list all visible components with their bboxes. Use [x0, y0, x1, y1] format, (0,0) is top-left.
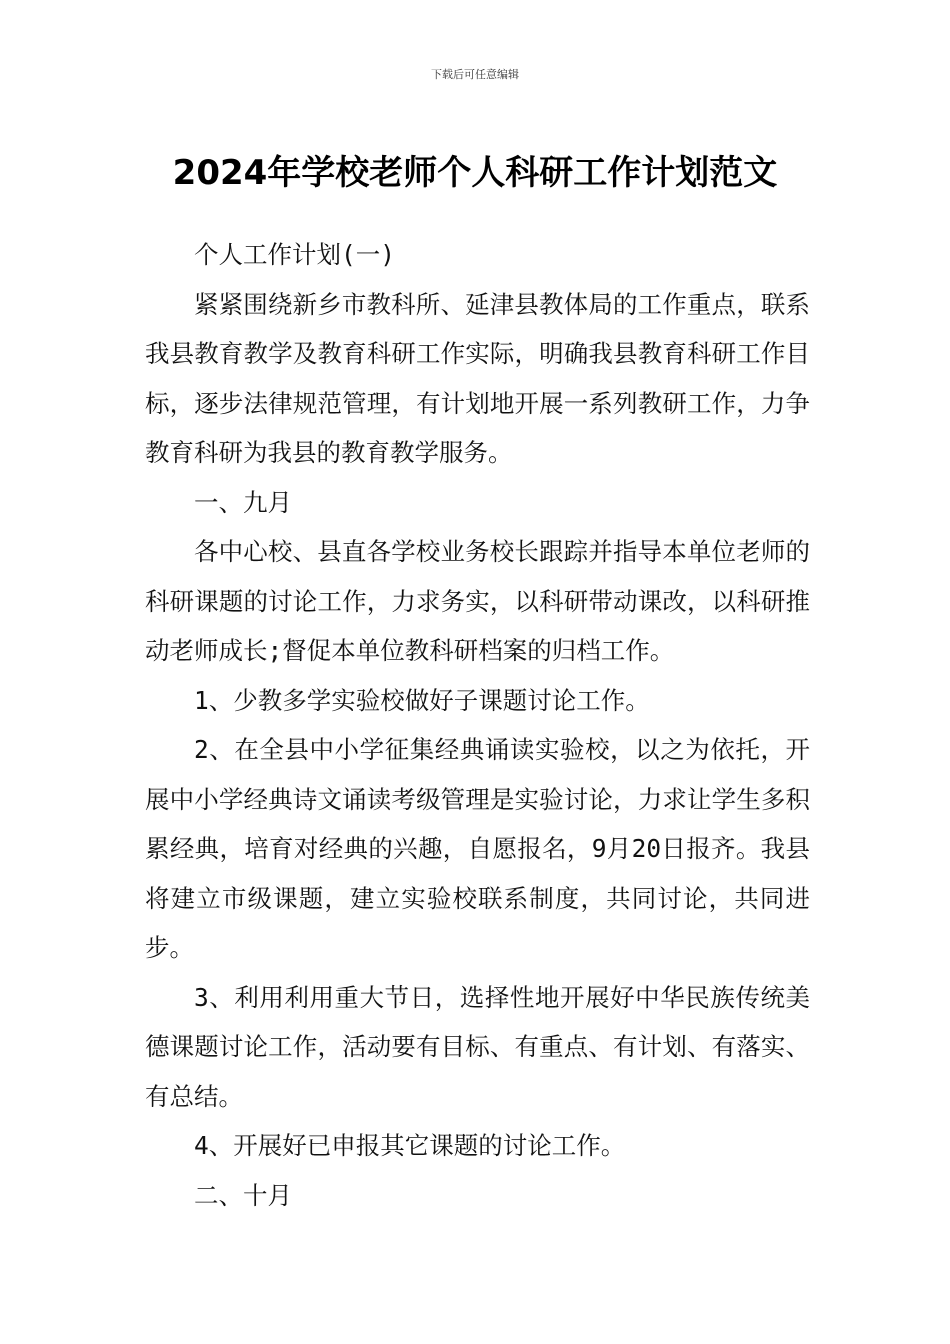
- section-heading: 二、十月: [194, 1180, 292, 1210]
- list-item: 1、少教多学实验校做好子课题讨论工作。: [194, 685, 650, 715]
- list-item: 4、开展好已申报其它课题的讨论工作。: [194, 1131, 626, 1160]
- document-title: 2024年学校老师个人科研工作计划范文: [172, 152, 778, 193]
- list-item: 2、在全县中小学征集经典诵读实验校，以之为依托，开展中小学经典诗文诵读考级管理是实验讨论，力求让学生多积累经典，培育对经典的兴趣，自愿报名，9月20日报齐。我县将建立市级课题，建立实验校联系制度，共同讨论，共同进步。: [145, 735, 810, 962]
- list-item: 3、利用利用重大节日，选择性地开展好中华民族传统美德课题讨论工作，活动要有目标、有重点、有计划、有落实、有总结。: [145, 982, 810, 1111]
- download-note: 下载后可任意编辑: [431, 68, 519, 81]
- paragraph: 紧紧围绕新乡市教科所、延津县教体局的工作重点，联系我县教育教学及教育科研工作实际，明确我县教育科研工作目标，逐步法律规范管理，有计划地开展一系列教研工作，力争教育科研为我县的教育教学服务。: [145, 289, 810, 467]
- section-heading: 一、九月: [194, 487, 292, 517]
- paragraph: 各中心校、县直各学校业务校长跟踪并指导本单位老师的科研课题的讨论工作，力求务实，以科研带动课改，以科研推动老师成长;督促本单位教科研档案的归档工作。: [145, 537, 810, 665]
- paragraph: 个人工作计划(一): [194, 240, 395, 269]
- document-body: [145, 230, 810, 1220]
